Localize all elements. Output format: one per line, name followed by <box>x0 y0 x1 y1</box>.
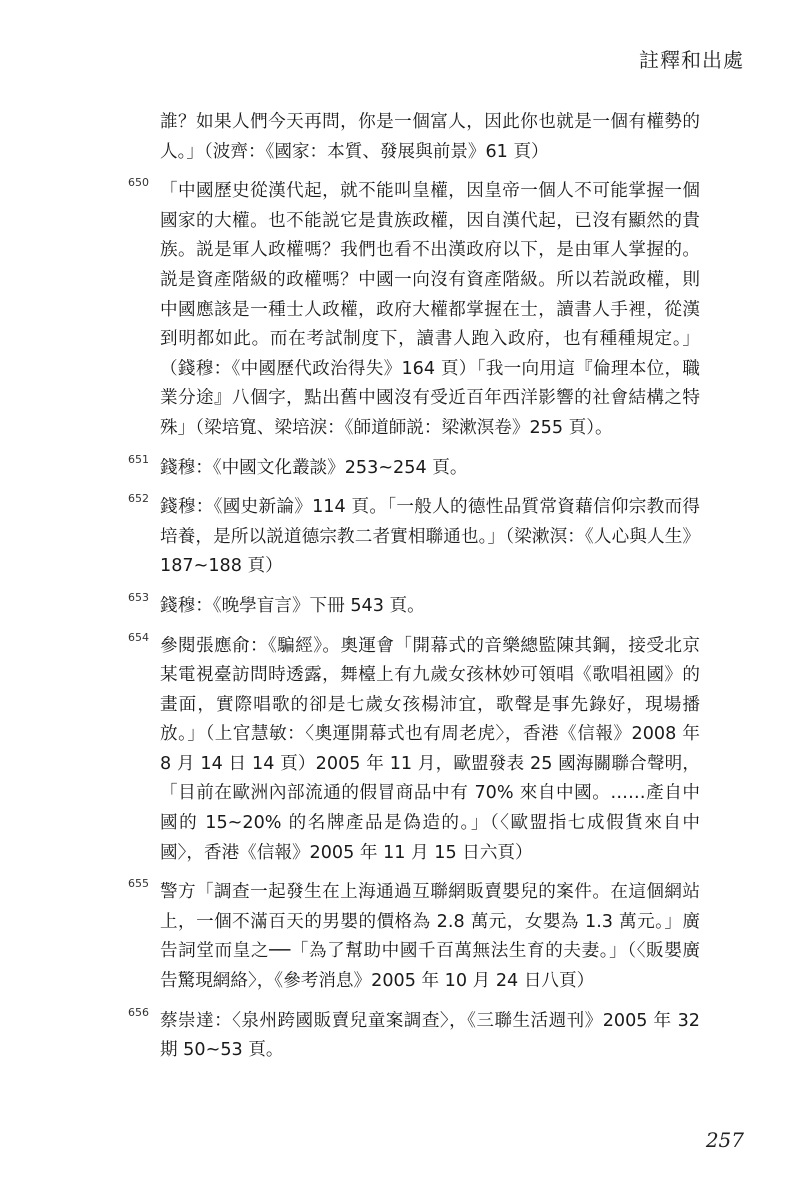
note-650 <box>0 177 800 443</box>
note-651 <box>0 454 800 484</box>
note-652 <box>0 493 800 582</box>
note-text: 蔡崇達：〈泉州跨國販賣兒童案調查〉，《三聯生活週刊》2005 年 32 期 50~53 頁。 <box>160 1010 706 1061</box>
note-number: 652 <box>128 492 149 506</box>
running-header-title: 註釋和出處 <box>639 48 744 72</box>
note-653 <box>0 592 800 622</box>
note-number: 653 <box>128 590 149 604</box>
note-text: 誰？如果人們今天再問，你是一個富人，因此你也就是一個有權勢的人。」（波齊：《國家：本質、發展與前景》61 頁） <box>160 112 700 162</box>
note-655 <box>0 878 800 996</box>
note-text: 錢穆：《晚學盲言》下冊 543 頁。 <box>160 595 425 616</box>
note-text: 參閱張應俞：《騙經》。奧運會「開幕式的音樂總監陳其鋼，接受北京某電視臺訪問時透露，舞檯上有九歲女孩林妙可領唱《歌唱祖國》的畫面，實際唱歌的卻是七歲女孩楊沛宜，歌聲是事先錄好，現場播放。」（上官慧敏：〈奧運開幕式也有周老虎〉，香港《信報》2008 年 8 月 14 日 14 頁）2005 年 11 月，歐盟發表 25 國海關聯合聲明，「目前在歐洲內部流通的假冒商品中有 70% 來自中國。……產自中國的 15~20% 的名牌產品是偽造的。」（〈歐盟指七成假貨來自中國〉，香港《信報》2005 年 11 月 15 日六頁） <box>160 635 706 863</box>
page-number: 257 <box>705 1128 744 1152</box>
notes-list <box>0 108 800 1076</box>
note-number: 655 <box>128 877 149 891</box>
note-number: 651 <box>128 452 149 466</box>
note-number: 656 <box>128 1005 149 1019</box>
note-text: 錢穆：《中國文化叢談》253~254 頁。 <box>160 457 468 478</box>
note-number: 650 <box>128 176 149 190</box>
note-text: 錢穆：《國史新論》114 頁。「一般人的德性品質常資藉信仰宗教而得培養，是所以説道德宗教二者實相聯通也。」（梁漱溟：《人心與人生》187~188 頁） <box>160 497 700 577</box>
note-continuation <box>0 108 800 167</box>
note-654 <box>0 632 800 869</box>
note-656 <box>0 1007 800 1066</box>
note-text: 警方「調查一起發生在上海通過互聯網販賣嬰兒的案件。在這個網站上，一個不滿百天的男嬰的價格為 2.8 萬元，女嬰為 1.3 萬元。」廣告詞堂而皇之──「為了幫助中國千百萬無法生育的夫妻。」（〈販嬰廣告驚現網絡〉，《參考消息》2005 年 10 月 24 日八頁） <box>160 882 700 992</box>
note-number: 654 <box>128 630 149 644</box>
note-text: 「中國歷史從漢代起，就不能叫皇權，因皇帝一個人不可能掌握一個國家的大權。也不能説它是貴族政權，因自漢代起，已沒有顯然的貴族。説是軍人政權嗎？我們也看不出漢政府以下，是由軍人掌握的。説是資產階級的政權嗎？中國一向沒有資產階級。所以若説政權，則中國應該是一種士人政權，政府大權都掌握在士，讀書人手裡，從漢到明都如此。而在考試制度下，讀書人跑入政府，也有種種規定。」（錢穆：《中國歷代政治得失》164 頁）「我一向用這『倫理本位，職業分途』八個字，點出舊中國沒有受近百年西洋影響的社會結構之特殊」（梁培寬、梁培淚：《師道師説：梁漱溟卷》255 頁）。 <box>160 181 700 438</box>
